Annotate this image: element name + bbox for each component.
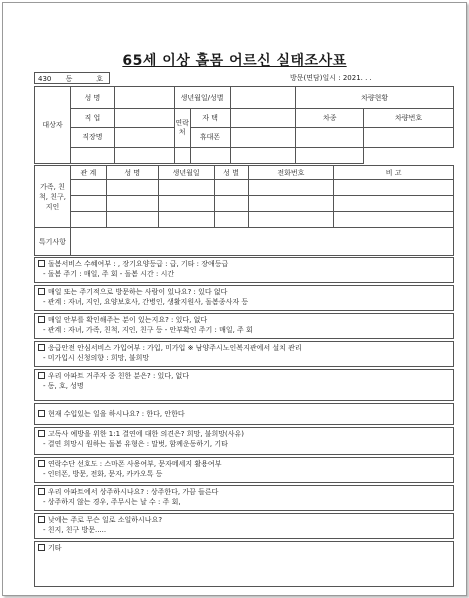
phone-label: 휴대폰 [190,127,230,147]
checkbox-icon[interactable] [38,316,45,323]
question-text: 매일 안부를 확인해주는 분이 있는지요? : 있다, 없다 [48,316,208,324]
question-text: 우리 아파트에서 상주하시나요? : 상주한다, 가끔 들른다 [48,488,219,496]
question-text: 고독사 예방을 위한 1:1 결연에 대한 의견은? 희망, 불희망(사유) [48,430,244,438]
question-item [34,513,454,539]
checkbox-icon[interactable] [38,288,45,295]
car-type-value[interactable] [296,127,364,147]
checkbox-icon[interactable] [38,372,45,379]
birth-label: 생년월일/성별 [174,87,230,109]
unit-ho-label: 호 [96,75,103,83]
question-detail: - 친지, 친구 방문..... [43,526,107,534]
question-item [34,369,454,401]
family-cell[interactable] [248,212,334,228]
question-item [34,285,454,311]
subject-blank-cell [114,147,174,163]
worksite-value[interactable] [114,127,174,147]
job-label: 직 업 [70,109,114,127]
subject-blank-cell [296,147,364,163]
car-number-value[interactable] [364,127,454,147]
family-cell[interactable] [158,196,214,212]
family-cell[interactable] [70,196,106,212]
document-title: 65세 이상 홀몸 어르신 실태조사표 [122,53,347,69]
checkbox-icon[interactable] [38,260,45,267]
birth-value[interactable] [230,87,296,109]
vehicle-label: 차량현황 [296,87,454,109]
question-text: 우리 아파트 거주자 중 친한 분은? : 있다, 없다 [48,372,190,380]
question-item [34,257,454,283]
family-cell[interactable] [334,196,454,212]
family-row-label: 가족, 친척, 친구, 지인 [35,166,71,228]
home-label: 자 택 [190,109,230,127]
unit-dong-label: 동 [65,75,73,83]
family-header-birth: 생년월일 [158,166,214,180]
family-cell[interactable] [106,212,158,228]
family-header-relation: 관 계 [70,166,106,180]
subject-table [34,86,454,164]
question-item [34,427,454,455]
worksite-label: 직장명 [70,127,114,147]
family-cell[interactable] [158,212,214,228]
family-cell[interactable] [248,180,334,196]
family-cell[interactable] [214,196,248,212]
question-detail: - 관계 : 자녀, 가족, 친척, 지인, 친구 등 - 안부확인 주기 : 매일, 주 회 [43,326,253,334]
family-header-note: 비 고 [334,166,454,180]
family-header-phone: 전화번호 [248,166,334,180]
checkbox-icon[interactable] [38,460,45,467]
family-cell[interactable] [214,180,248,196]
question-item [34,341,454,367]
question-text: 현재 수입있는 일을 하시나요? : 한다, 안한다 [48,410,185,418]
question-detail: - 미가입시 신청의향 : 희망, 불희망 [43,354,150,362]
question-item [34,541,454,587]
family-table [34,165,454,228]
checkbox-icon[interactable] [38,410,45,417]
question-text: 응급안전 안심서비스 가입여부 : 가입, 미가입 ※ 남양주시노인복지관에서 설치 관리 [48,344,302,352]
subject-blank-cell [230,147,296,163]
question-item [34,313,454,339]
visit-date: 방문(면담)일시 : 2021. . . [290,74,372,82]
family-cell[interactable] [248,196,334,212]
family-header-gender: 성 별 [214,166,248,180]
name-value[interactable] [114,87,174,109]
home-value[interactable] [230,109,296,127]
question-item [34,403,454,425]
unit-number-box [34,72,110,84]
subject-blank-cell [174,147,190,163]
question-text: 기타 [48,544,62,552]
special-table [34,227,454,256]
question-text: 매일 또는 주기적으로 방문하는 사람이 있나요? : 있다 없다 [48,288,228,296]
question-detail: - 인터폰, 방문, 전화, 문자, 카카오톡 등 [43,470,163,478]
subject-blank-cell [190,147,230,163]
family-cell[interactable] [70,180,106,196]
checkbox-icon[interactable] [38,488,45,495]
family-cell[interactable] [106,180,158,196]
checkbox-icon[interactable] [38,516,45,523]
question-detail: - 돌봄 주기 : 매일, 주 회 - 돌봄 시간 : 시간 [43,270,175,278]
car-number-label: 차량번호 [364,109,454,127]
phone-value[interactable] [230,127,296,147]
family-cell[interactable] [334,212,454,228]
question-detail: - 상주하지 않는 경우, 주무시는 날 수 : 주 회, [43,498,181,506]
question-item [34,485,454,511]
question-item [34,457,454,483]
checkbox-icon[interactable] [38,430,45,437]
unit-number: 430 [38,75,52,83]
family-cell[interactable] [70,212,106,228]
special-value[interactable] [70,228,453,256]
family-header-name: 성 명 [106,166,158,180]
checkbox-icon[interactable] [38,344,45,351]
family-cell[interactable] [334,180,454,196]
question-detail: - 동, 호, 성명 [43,382,84,390]
subject-row-label: 대상자 [35,87,71,164]
question-text: 낮에는 주로 무슨 일로 소일하시나요? [48,516,163,524]
checkbox-icon[interactable] [38,544,45,551]
question-text: 돌봄서비스 수혜여부 : , 장기요양등급 : 급, 기타 : 장애등급 [48,260,229,268]
contact-label: 연락처 [174,109,190,147]
family-cell[interactable] [158,180,214,196]
special-label: 특기사항 [35,228,71,256]
name-label: 성 명 [70,87,114,109]
family-cell[interactable] [106,196,158,212]
car-type-label: 차종 [296,109,364,127]
question-detail: - 관계 : 자녀, 지인, 요양보호사, 간병인, 생활지원사, 돌봄종사자 등 [43,298,249,306]
job-value[interactable] [114,109,174,127]
family-cell[interactable] [214,212,248,228]
question-text: 연락수단 선호도 : 스마폰 사용여부, 문자메세지 활용여부 [48,460,222,468]
question-detail: - 결연 희망시 원하는 돌봄 유형은 : 말벗, 함께운동하기, 기타 [43,440,228,448]
subject-blank-cell [70,147,114,163]
